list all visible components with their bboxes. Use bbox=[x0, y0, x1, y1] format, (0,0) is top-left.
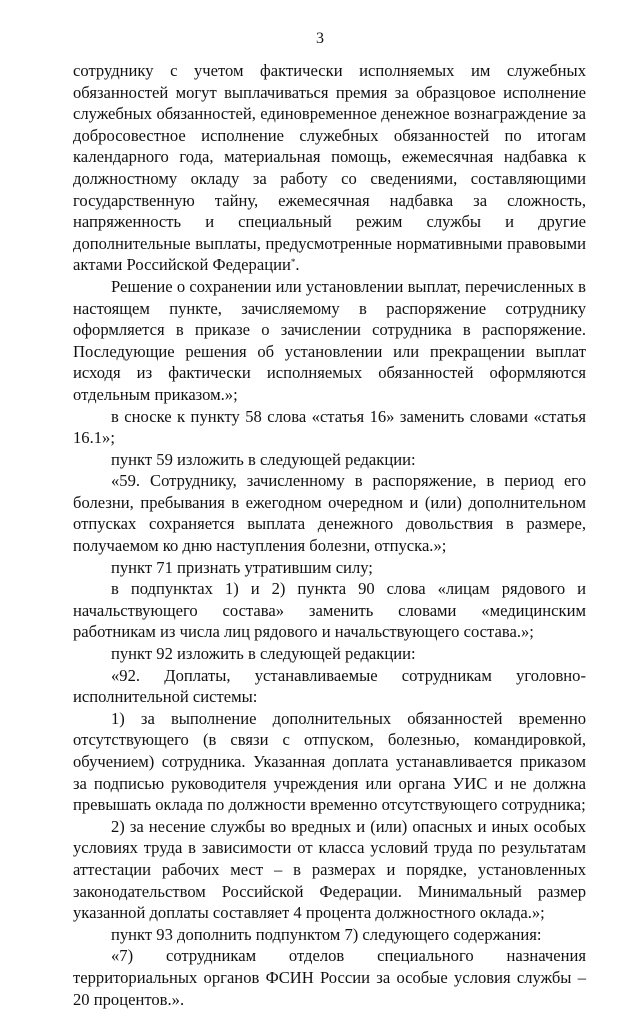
paragraph-continuation-payments bbox=[73, 60, 586, 276]
paragraph-footnote-58: в сноске к пункту 58 слова «статья 16» заменить словами «статья 16.1»; bbox=[73, 406, 586, 448]
footnote-marker: * bbox=[290, 257, 296, 268]
paragraph-point-71: пункт 71 признать утратившим силу; bbox=[111, 557, 373, 577]
paragraph-tail: . bbox=[295, 255, 300, 275]
paragraph-point-93-sub-7: «7) сотрудникам отделов специального назначения территориальных органов ФСИН России за особые условия службы – 20 процентов.». bbox=[73, 946, 586, 1009]
paragraph-decision: Решение о сохранении или установлении выплат, перечисленных в настоящем пункте, зачисляемому в распоряжение сотруднику оформляется в приказе о зачислении сотрудника в распоряжение. Последующие решения об установлении или прекращении выплат исходя из фактически исполняемых обязанностей оформляются отдельным приказом.»; bbox=[73, 276, 586, 404]
paragraph-point-93-intro: пункт 93 дополнить подпунктом 7) следующего содержания: bbox=[111, 924, 542, 944]
paragraph-point-59-text: «59. Сотруднику, зачисленному в распоряжение, в период его болезни, пребывания в ежегодном очередном и (или) дополнительном отпусках сохраняется выплата денежного довольствия в размере, получаемом ко дню наступления болезни, отпуска.»; bbox=[73, 471, 586, 556]
paragraph-text: сотруднику с учетом фактически исполняемых им служебных обязанностей могут выплачиваться премия за образцовое исполнение служебных обязанностей, единовременное денежное вознаграждение за добросовестное исполнение служебных обязанностей по итогам календарного года, материальная помощь, ежемесячная надбавка к должностному окладу за работу со сведениями, составляющими государственную тайну, ежемесячная надбавка за сложность, напряженность и специальный режим службы и другие дополнительные выплаты, предусмотренные нормативными правовыми актами Российской Федерации bbox=[73, 61, 586, 275]
paragraph-point-90: в подпунктах 1) и 2) пункта 90 слова «лицам рядового и начальствующего состава» заменить словами «медицинским работникам из числа лиц рядового и начальствующего состава.»; bbox=[73, 579, 586, 642]
paragraph-point-92-sub-1: 1) за выполнение дополнительных обязанностей временно отсутствующего (в связи с отпуском, болезнью, командировкой, обучением) сотрудника. Указанная доплата устанавливается приказом за подписью руководителя учреждения или органа УИС и не должна превышать оклада по должности временно отсутствующего сотрудника; bbox=[73, 708, 586, 815]
document-body bbox=[73, 60, 586, 1010]
paragraph-point-92-intro: пункт 92 изложить в следующей редакции: bbox=[111, 644, 416, 664]
page-number: 3 bbox=[316, 30, 324, 47]
paragraph-point-59-intro: пункт 59 изложить в следующей редакции: bbox=[111, 449, 416, 469]
paragraph-point-92-text: «92. Доплаты, устанавливаемые сотрудникам уголовно-исполнительной системы: bbox=[73, 665, 586, 707]
paragraph-point-92-sub-2: 2) за несение службы во вредных и (или) опасных и иных особых условиях труда в зависимости от класса условий труда по результатам аттестации рабочих мест – в размерах и порядке, установленных законодательством Российской Федерации. Минимальный размер указанной доплаты составляет 4 процента должностного оклада.»; bbox=[73, 816, 586, 923]
